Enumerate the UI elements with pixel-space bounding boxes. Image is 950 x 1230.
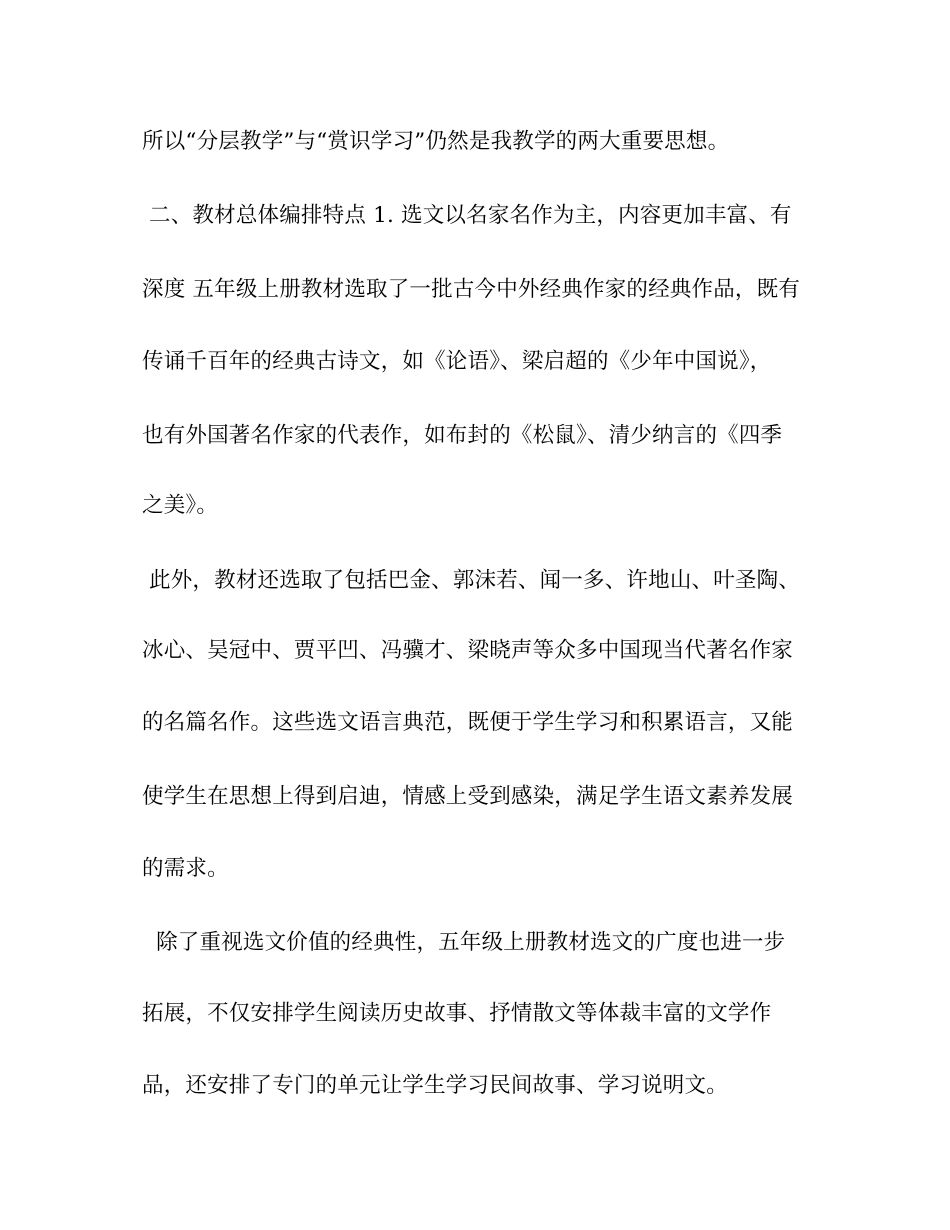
text-line-3: 深度 五年级上册教材选取了一批古今中外经典作家的经典作品，既有 bbox=[142, 277, 801, 302]
text-line-5: 也有外国著名作家的代表作，如布封的《松鼠》、清少纳言的《四季 bbox=[142, 423, 783, 448]
text-line-4: 传诵千百年的经典古诗文，如《论语》、梁启超的《少年中国说》， bbox=[142, 349, 772, 374]
text-line-7: 此外，教材还选取了包括巴金、郭沫若、闻一多、许地山、叶圣陶、 bbox=[142, 568, 801, 593]
text-line-9: 的名篇名作。这些选文语言典范，既便于学生学习和积累语言，又能 bbox=[142, 710, 794, 735]
text-line-11: 的需求。 bbox=[142, 856, 229, 881]
text-line-12: 除了重视选文价值的经典性，五年级上册教材选文的广度也进一步 bbox=[142, 930, 786, 955]
text-line-14: 品，还安排了专门的单元让学生学习民间故事、学习说明文。 bbox=[142, 1073, 728, 1098]
text-line-8: 冰心、吴冠中、贾平凹、冯骥才、梁晓声等众多中国现当代著名作家 bbox=[142, 638, 794, 663]
text-line-2: 二、教材总体编排特点 1. 选文以名家名作为主，内容更加丰富、有 bbox=[142, 203, 792, 228]
text-line-1: 所以“分层教学”与“赏识学习”仍然是我教学的两大重要思想。 bbox=[142, 129, 730, 154]
text-line-10: 使学生在思想上得到启迪，情感上受到感染，满足学生语文素养发展 bbox=[142, 784, 794, 809]
text-line-6: 之美》。 bbox=[142, 493, 219, 518]
text-line-13: 拓展，不仅安排学生阅读历史故事、抒情散文等体裁丰富的文学作 bbox=[142, 1001, 772, 1026]
